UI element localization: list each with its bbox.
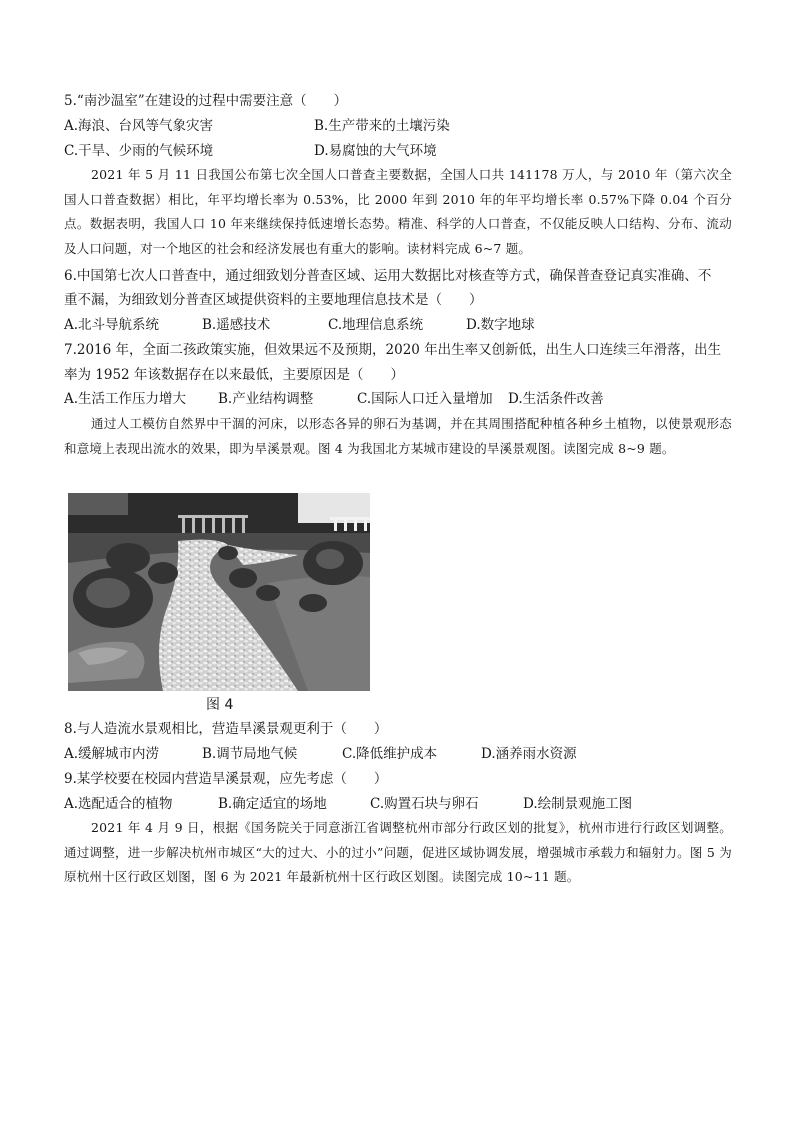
dry-creek-landscape-image — [68, 493, 370, 691]
q7-option-a: A.生活工作压力增大 — [64, 391, 187, 407]
question-7-stem-line1: 7.2016 年，全面二孩政策实施，但效果远不及预期，2020 年出生率又创新低，出生人口连续三年滑落，出生 — [64, 342, 722, 358]
q9-option-b: B.确定适宜的场地 — [218, 796, 327, 812]
question-6-stem-line2: 重不漏，为细致划分普查区域提供资料的主要地理信息技术是（ ） — [64, 292, 483, 308]
q8-option-d: D.涵养雨水资源 — [481, 746, 577, 762]
passage-6-7: 2021 年 5 月 11 日我国公布第七次全国人口普查主要数据，全国人口共 141178 万人，与 2010 年（第六次全国人口普查数据）相比，年平均增长率为 0.53%，比 2000 年到 2010 年的年平均增长率 0.57%下降 0.04 个百分点。数据表明，我国人口 10 年来继续保持低速增长态势。精准、科学的人口普查，不仅能反映人口结构、分布、流动及人口问题，对一个地区的社会和经济发展也有重大的影响。读材料完成 6~7 题。 — [64, 167, 732, 256]
q5-option-d: D.易腐蚀的大气环境 — [314, 143, 437, 159]
passage-8-9: 通过人工模仿自然界中干涸的河床，以形态各异的卵石为基调，并在其周围搭配种植各种乡土植物，以使景观形态和意境上表现出流水的效果，即为旱溪景观。图 4 为我国北方某城市建设的旱溪景观图。读图完成 8~9 题。 — [64, 416, 732, 456]
q5-option-c: C.干旱、少雨的气候环境 — [64, 143, 214, 159]
q8-option-b: B.调节局地气候 — [202, 746, 298, 762]
question-8-stem: 8.与人造流水景观相比，营造旱溪景观更利于（ ） — [64, 721, 388, 737]
q7-option-d: D.生活条件改善 — [508, 391, 604, 407]
q6-option-b: B.遥感技术 — [202, 317, 271, 333]
q6-option-d: D.数字地球 — [466, 317, 535, 333]
q6-option-a: A.北斗导航系统 — [64, 317, 160, 333]
q5-option-b: B.生产带来的土壤污染 — [314, 118, 450, 134]
q6-option-c: C.地理信息系统 — [328, 317, 424, 333]
passage-10-11: 2021 年 4 月 9 日，根据《国务院关于同意浙江省调整杭州市部分行政区划的批复》，杭州市进行行政区划调整。通过调整，进一步解决杭州市城区“大的过大、小的过小”问题，促进区域协调发展，增强城市承载力和辐射力。图 5 为原杭州十区行政区划图，图 6 为 2021 年最新杭州十区行政区划图。读图完成 10~11 题。 — [64, 820, 732, 884]
q9-option-d: D.绘制景观施工图 — [523, 796, 633, 812]
question-6-stem-line1: 6.中国第七次人口普查中，通过细致划分普查区域、运用大数据比对核查等方式，确保普查登记真实准确、不 — [64, 268, 712, 284]
question-5-stem: 5.“南沙温室”在建设的过程中需要注意（ ） — [64, 93, 348, 109]
q8-option-a: A.缓解城市内涝 — [64, 746, 160, 762]
question-7-stem-line2: 率为 1952 年该数据存在以来最低，主要原因是（ ） — [64, 367, 404, 383]
q9-option-c: C.购置石块与卵石 — [370, 796, 479, 812]
figure-4-caption: 图 4 — [206, 697, 234, 713]
q7-option-b: B.产业结构调整 — [218, 391, 314, 407]
question-9-stem: 9.某学校要在校园内营造旱溪景观，应先考虑（ ） — [64, 771, 388, 787]
q8-option-c: C.降低维护成本 — [342, 746, 438, 762]
q9-option-a: A.选配适合的植物 — [64, 796, 173, 812]
q7-option-c: C.国际人口迁入量增加 — [357, 391, 493, 407]
figure-4-photo — [68, 493, 370, 691]
q5-option-a: A.海浪、台风等气象灾害 — [64, 118, 214, 134]
